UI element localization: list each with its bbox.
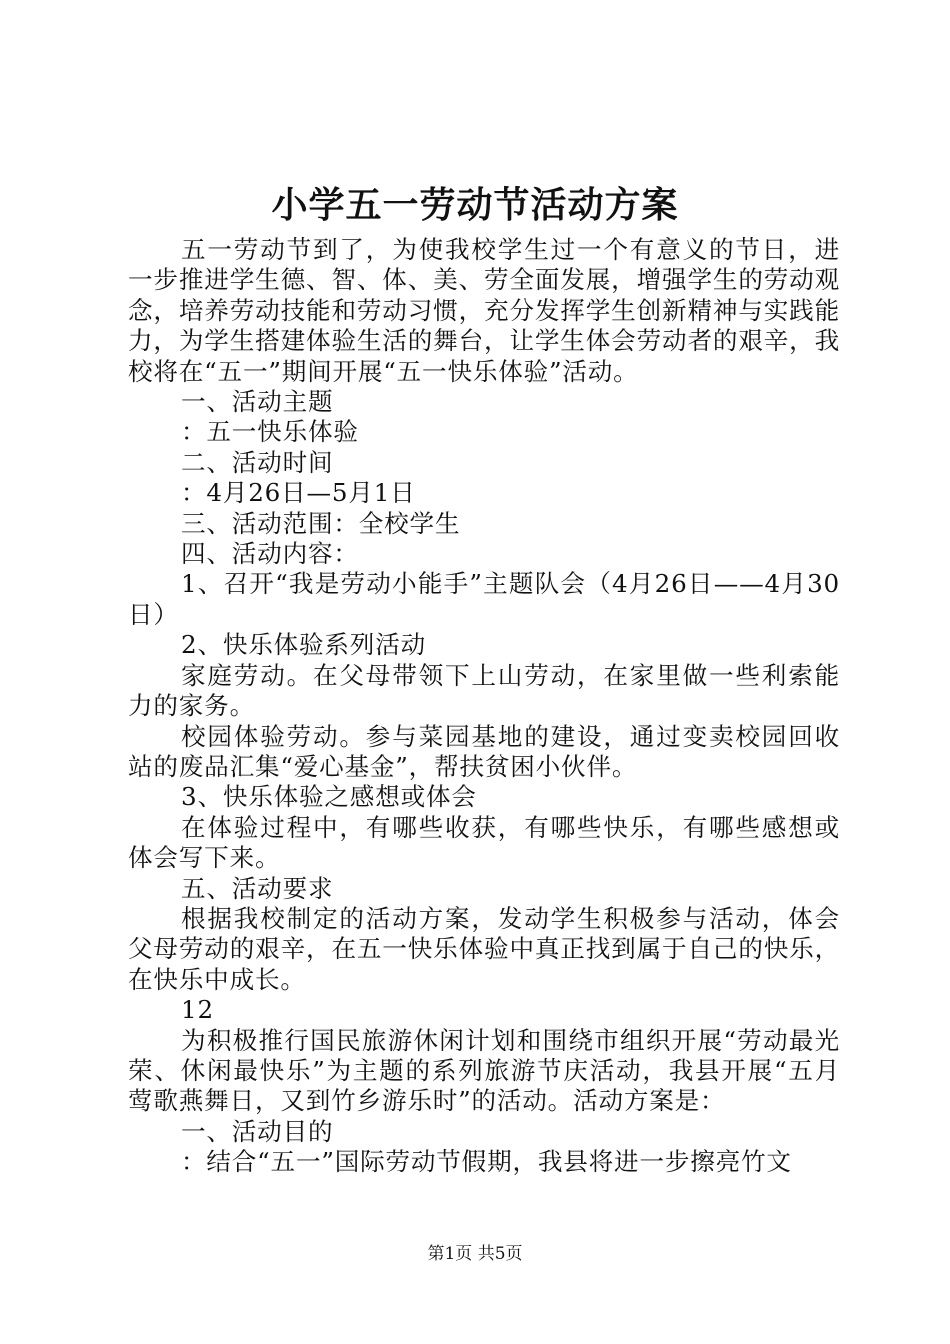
heading-activity-scope: 三、活动范围：全校学生 [181,508,461,538]
heading-activity-content: 四、活动内容： [181,539,359,569]
page-title: 小学五一劳动节活动方案 [271,184,679,226]
paragraph-campus-labor: 校园体验劳动。参与菜园基地的建设，通过变卖校园回收站的废品汇集“爱心基金”，帮扶贫困小伙伴。 [128,721,840,781]
paragraph-reflection: 在体验过程中，有哪些收获，有哪些快乐，有哪些感想或体会写下来。 [128,812,840,873]
heading-activity-purpose: 一、活动目的 [181,1116,334,1146]
paragraph-activity-theme: ：五一快乐体验 [181,417,359,447]
heading-activity-theme: 一、活动主题 [181,387,334,417]
paragraph-tourism-intro: 为积极推行国民旅游休闲计划和围绕市组织开展“劳动最光荣、休闲最快乐”为主题的系列旅游节庆活动，我县开展“五月莺歌燕舞日，又到竹乡游乐时”的活动。活动方案是： [128,1025,840,1116]
page-footer: 第1页 共5页 [427,1244,523,1264]
paragraph-activity-time: ：4月26日—5月1日 [181,478,416,508]
paragraph-intro: 五一劳动节到了，为使我校学生过一个有意义的节日，进一步推进学生德、智、体、美、劳全面发展，增强学生的劳动观念，培养劳动技能和劳动习惯，充分发挥学生创新精神与实践能力，为学生搭建体验生活的舞台，让学生体会劳动者的艰辛，我校将在“五一”期间开展“五一快乐体验”活动。 [128,235,840,386]
paragraph-family-labor: 家庭劳动。在父母带领下上山劳动，在家里做一些利索能力的家务。 [128,660,840,721]
paragraph-activity-purpose: ：结合“五一”国际劳动节假期，我县将进一步擦亮竹文 [181,1147,792,1177]
document-body [128,235,840,1178]
heading-activity-time: 二、活动时间 [181,447,334,477]
list-item-2: 2、快乐体验系列活动 [181,630,426,660]
heading-activity-requirements: 五、活动要求 [181,873,334,903]
section-number: 12 [181,995,214,1025]
list-item-3: 3、快乐体验之感想或体会 [181,782,477,812]
list-item-1: 1、召开“我是劳动小能手”主题队会（4月26日——4月30日） [128,569,840,629]
paragraph-requirements: 根据我校制定的活动方案，发动学生积极参与活动，体会父母劳动的艰辛，在五一快乐体验中真正找到属于自己的快乐，在快乐中成长。 [128,903,840,994]
